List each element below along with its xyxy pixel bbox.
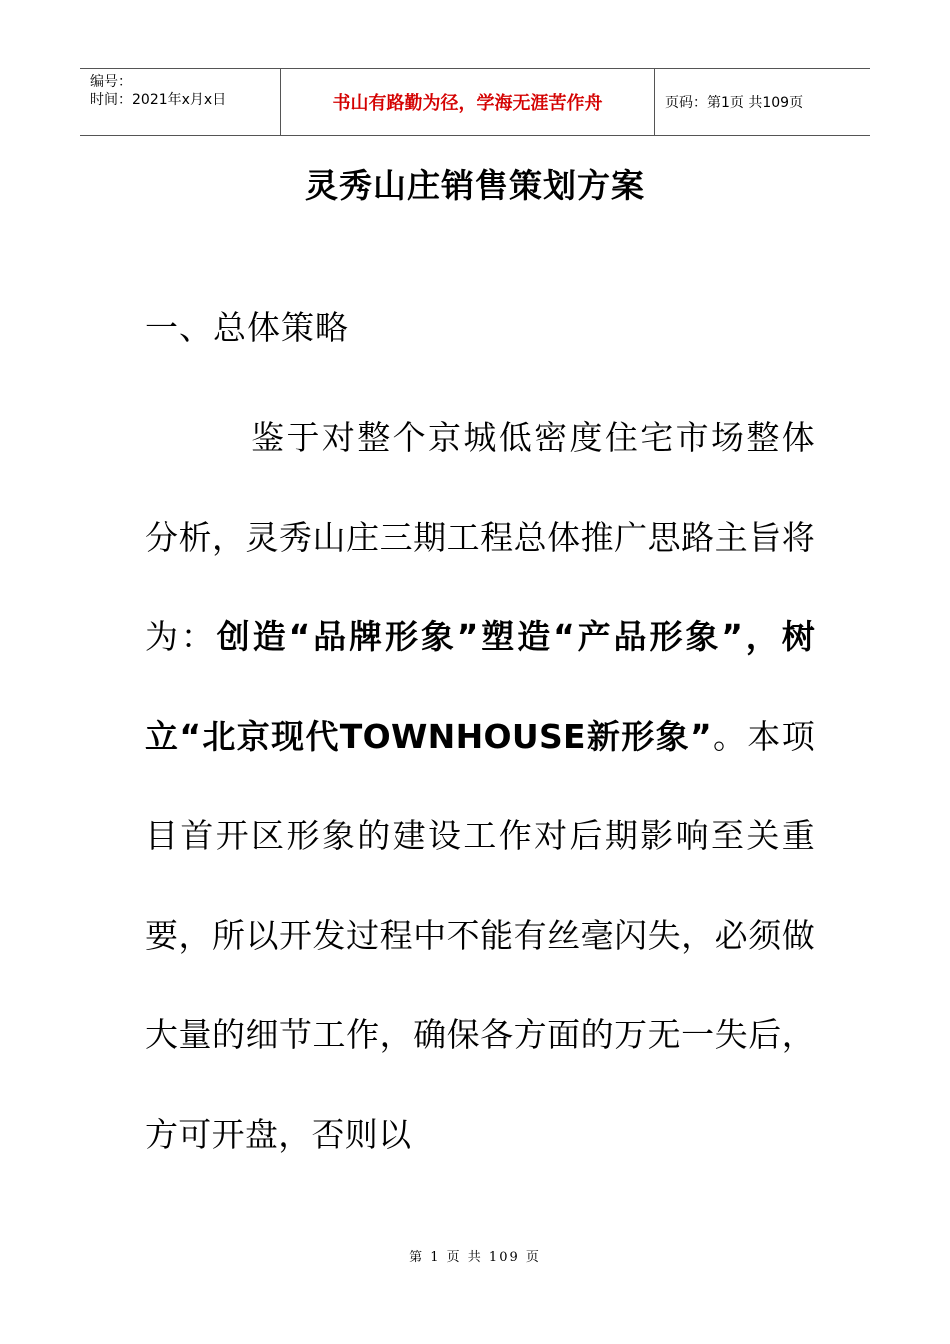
- document-number-label: 编号：: [90, 74, 132, 90]
- header-motto: 书山有路勤为径，学海无涯苦作舟: [281, 69, 655, 135]
- header-page-info: 页码：第1页 共109页: [665, 95, 804, 111]
- document-date-label: 时间：2021年x月x日: [90, 92, 227, 108]
- paragraph-text-1: 鉴于对整个京城低密度住宅市场整体分析，灵秀山庄三期工程总体推广思路主旨将为：: [145, 418, 815, 656]
- header-table: [80, 68, 870, 136]
- paragraph-text-2: 。本项目首开区形象的建设工作对后期影响至关重要，所以开发过程中不能有丝毫闪失，必须做大量的细节工作，确保各方面的万无一失后，方可开盘，否则以: [145, 716, 816, 1154]
- body-paragraph: [145, 388, 815, 1184]
- header-meta-cell: [80, 69, 281, 135]
- section-heading: 一、总体策略: [145, 308, 349, 347]
- paragraph-bold-text: 创造“品牌形象”塑造“产品形象”，树立“北京现代TOWNHOUSE新形象”: [145, 617, 816, 756]
- page-footer: 第 1 页 共 109 页: [409, 1250, 541, 1265]
- document-title: 灵秀山庄销售策划方案: [305, 166, 645, 205]
